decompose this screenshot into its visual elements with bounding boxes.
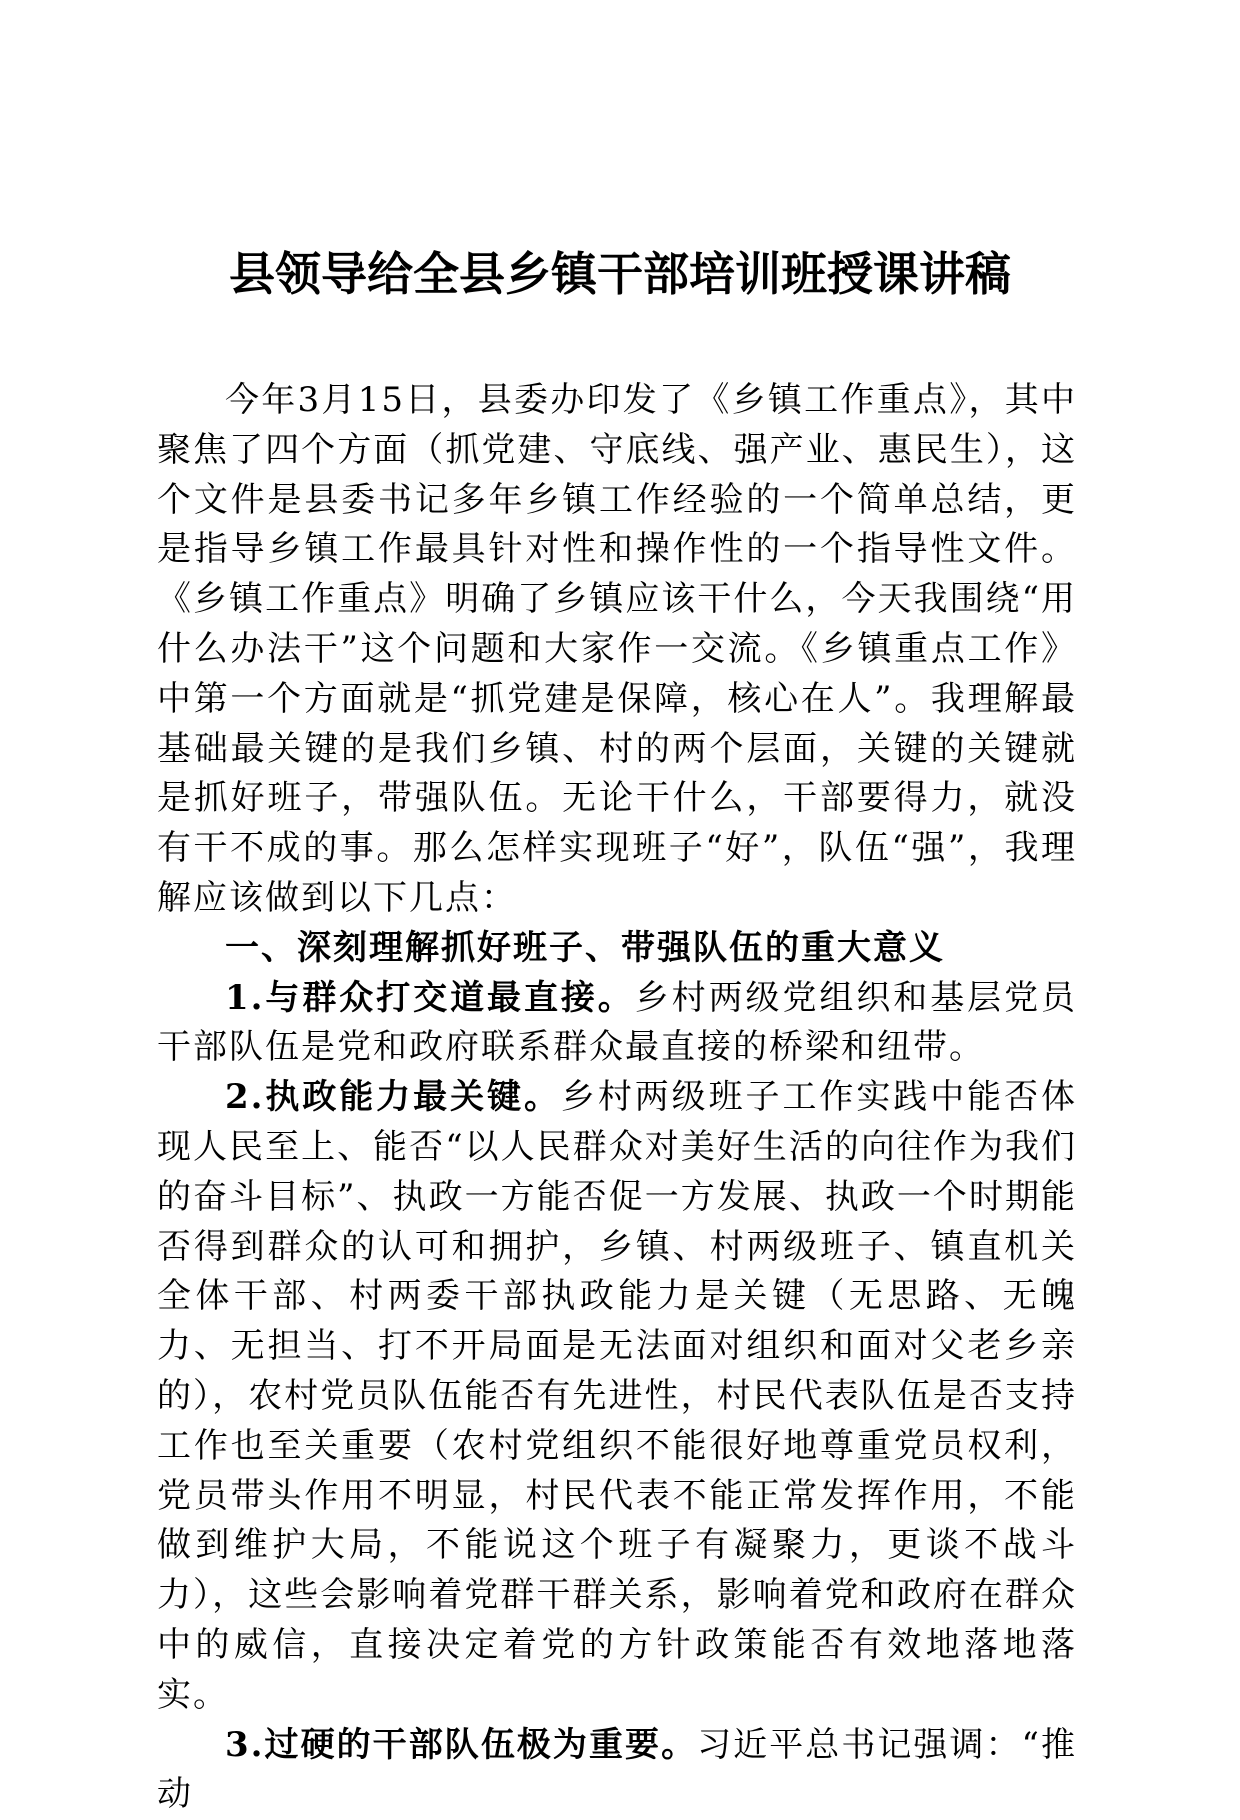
point-paragraph xyxy=(157,1721,1077,1820)
point-lead: 3.过硬的干部队伍极为重要。 xyxy=(225,1724,698,1765)
point-lead: 2.执政能力最关键。 xyxy=(225,1077,561,1118)
point-text: 习近平总书记强调：“推动 xyxy=(157,1724,1077,1815)
intro-paragraph: 今年3月15日，县委办印发了《乡镇工作重点》，其中聚焦了四个方面（抓党建、守底线、强产业、惠民生），这个文件是县委书记多年乡镇工作经验的一个简单总结，更是指导乡镇工作最具针对性和操作性的一个指导性文件。《乡镇工作重点》明确了乡镇应该干什么，今天我围绕“用什么办法干”这个问题和大家作一交流。《乡镇重点工作》中第一个方面就是“抓党建是保障，核心在人”。我理解最基础最关键的是我们乡镇、村的两个层面，关键的关键就是抓好班子，带强队伍。无论干什么，干部要得力，就没有干不成的事。那么怎样实现班子“好”，队伍“强”，我理解应该做到以下几点： xyxy=(157,380,1077,918)
section-heading: 一、深刻理解抓好班子、带强队伍的重大意义 xyxy=(225,927,945,968)
point-text: 乡村两级班子工作实践中能否体现人民至上、能否“以人民群众对美好生活的向往作为我们的奋斗目标”、执政一方能否促一方发展、执政一个时期能否得到群众的认可和拥护，乡镇、村两级班子、镇直机关全体干部、村两委干部执政能力是关键（无思路、无魄力、无担当、打不开局面是无法面对组织和面对父老乡亲的），农村党员队伍能否有先进性，村民代表队伍是否支持工作也至关重要（农村党组织不能很好地尊重党员权利，党员带头作用不明显，村民代表不能正常发挥作用，不能做到维护大局，不能说这个班子有凝聚力，更谈不战斗力），这些会影响着党群干群关系，影响着党和政府在群众中的威信，直接决定着党的方针政策能否有效地落地落实。 xyxy=(157,1077,1078,1715)
point-lead: 1.与群众打交道最直接。 xyxy=(225,977,635,1018)
point-paragraph xyxy=(157,1073,1077,1720)
point-paragraph xyxy=(157,974,1077,1074)
point-text: 乡村两级党组织和基层党员干部队伍是党和政府联系群众最直接的桥梁和纽带。 xyxy=(157,977,1077,1068)
document-title: 县领导给全县乡镇干部培训班授课讲稿 xyxy=(229,247,1011,301)
document-body xyxy=(157,376,1077,1820)
